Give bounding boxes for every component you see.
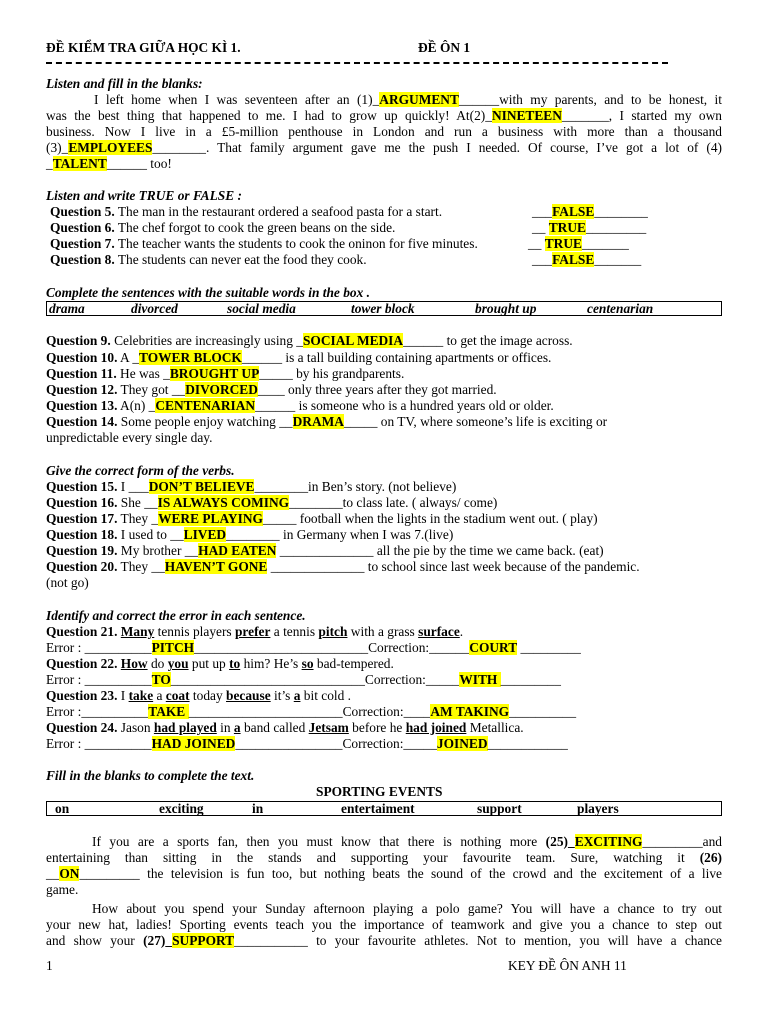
answer-4: TALENT bbox=[52, 156, 107, 171]
section-title-listen-fill: Listen and fill in the blanks: bbox=[46, 76, 203, 91]
answer-25: EXCITING bbox=[574, 834, 643, 849]
word-box-item: support bbox=[477, 801, 522, 816]
passage-line: business. Now I live in a £5-million penthouse in London and run a business with more than a thousand bbox=[46, 124, 722, 139]
word-box-item: social media bbox=[227, 301, 296, 316]
answer-15: DON’T BELIEVE bbox=[148, 479, 255, 494]
passage-line: and show your (27)_SUPPORT___________ to your favourite athletes. Not to mention, you will have a chance bbox=[46, 933, 722, 948]
passage-line: your new hat, ladies! Sporting events teach you the importance of teamwork and give you a chance to step out bbox=[46, 917, 722, 932]
answer-10: TOWER BLOCK bbox=[139, 350, 242, 365]
answer-2: NINETEEN bbox=[491, 108, 562, 123]
header-divider bbox=[46, 62, 668, 64]
answer-3: EMPLOYEES bbox=[68, 140, 153, 155]
question-row: Question 17. They _WERE PLAYING_____ football when the lights in the stadium went out. ( play) bbox=[46, 511, 598, 526]
section-title-error-correction: Identify and correct the error in each sentence. bbox=[46, 608, 306, 623]
correction-24: JOINED bbox=[436, 736, 488, 751]
passage-line: game. bbox=[46, 882, 79, 897]
passage-heading: SPORTING EVENTS bbox=[316, 784, 443, 799]
section-title-fill-text: Fill in the blanks to complete the text. bbox=[46, 768, 255, 783]
answer-7: __ TRUE_______ bbox=[528, 236, 629, 251]
document-subtitle: ĐỀ ÔN 1 bbox=[418, 40, 471, 55]
question-row: Question 11. He was _BROUGHT UP_____ by his grandparents. bbox=[46, 366, 405, 381]
answer-20: HAVEN’T GONE bbox=[164, 559, 268, 574]
question-row: Question 16. She __IS ALWAYS COMING________to class late. ( always/ come) bbox=[46, 495, 498, 510]
section-title-verb-forms: Give the correct form of the verbs. bbox=[46, 463, 235, 478]
question-row: Question 23. I take a coat today because it’s a bit cold . bbox=[46, 688, 352, 703]
error-correction-row: Error : __________HAD JOINED________________Correction:_____JOINED____________ bbox=[46, 736, 568, 751]
error-correction-row: Error :__________TAKE _______________________Correction:____AM TAKING__________ bbox=[46, 704, 577, 719]
question-row: Question 15. I ___DON’T BELIEVE________in Ben’s story. (not believe) bbox=[46, 479, 457, 494]
question-continuation: (not go) bbox=[46, 575, 89, 590]
passage-line: (3)_EMPLOYEES________. That family argument gave me the push I needed. Of course, I’ve got a lot of (4) bbox=[46, 140, 722, 155]
correction-23: AM TAKING bbox=[430, 704, 510, 719]
word-box-item: brought up bbox=[475, 301, 537, 316]
answer-17: WERE PLAYING bbox=[158, 511, 263, 526]
question-row: Question 21. Many tennis players prefer a tennis pitch with a grass surface. bbox=[46, 624, 464, 639]
answer-5: ___FALSE________ bbox=[532, 204, 648, 219]
question-row: Question 8. The students can never eat the food they cook. bbox=[50, 252, 367, 267]
document-title: ĐỀ KIỂM TRA GIỮA HỌC KÌ 1. bbox=[46, 40, 241, 55]
answer-16: IS ALWAYS COMING bbox=[157, 495, 290, 510]
error-21: PITCH bbox=[151, 640, 195, 655]
answer-14: DRAMA bbox=[292, 414, 344, 429]
passage-line: __ON_________ the television is fun too, but nothing beats the sound of the crowd and the excitement of a live bbox=[46, 866, 722, 881]
question-row: Question 13. A(n) _CENTENARIAN______ is someone who is a hundred years old or older. bbox=[46, 398, 554, 413]
page-number: 1 bbox=[46, 958, 53, 973]
word-box-item: divorced bbox=[131, 301, 178, 316]
word-box-item: in bbox=[252, 801, 264, 816]
answer-8: ___FALSE_______ bbox=[532, 252, 642, 267]
word-box-item: on bbox=[55, 801, 70, 816]
answer-1: ARGUMENT bbox=[379, 92, 459, 107]
question-row: Question 10. A _TOWER BLOCK______ is a tall building containing apartments or offices. bbox=[46, 350, 552, 365]
footer-title: KEY ĐỀ ÔN ANH 11 bbox=[508, 958, 627, 973]
question-row: Question 9. Celebrities are increasingly using _SOCIAL MEDIA______ to get the image across. bbox=[46, 333, 573, 348]
error-correction-row: Error : __________PITCH__________________________Correction:______COURT _________ bbox=[46, 640, 581, 655]
question-row: Question 19. My brother __HAD EATEN ______________ all the pie by the time we came back. (eat) bbox=[46, 543, 604, 558]
error-22: TO bbox=[151, 672, 171, 687]
answer-26: ON bbox=[59, 866, 80, 881]
question-row: Question 14. Some people enjoy watching __DRAMA_____ on TV, where someone’s life is exciting or bbox=[46, 414, 608, 429]
word-box-item: players bbox=[577, 801, 619, 816]
answer-12: DIVORCED bbox=[185, 382, 258, 397]
word-box bbox=[46, 301, 722, 316]
question-continuation: unpredictable every single day. bbox=[46, 430, 213, 445]
question-row: Question 22. How do you put up to him? He’s so bad-tempered. bbox=[46, 656, 394, 671]
passage-line: _TALENT______ too! bbox=[46, 156, 172, 171]
answer-11: BROUGHT UP bbox=[169, 366, 260, 381]
question-row: Question 12. They got __DIVORCED____ only three years after they got married. bbox=[46, 382, 497, 397]
answer-6: __ TRUE_________ bbox=[532, 220, 647, 235]
passage-line: If you are a sports fan, then you must know that there is nothing more (25)_EXCITING_________and bbox=[92, 834, 722, 849]
answer-27: SUPPORT bbox=[172, 933, 235, 948]
word-box-item: exciting bbox=[159, 801, 204, 816]
question-row: Question 7. The teacher wants the students to cook the oninon for five minutes. bbox=[50, 236, 478, 251]
section-title-true-false: Listen and write TRUE or FALSE : bbox=[46, 188, 242, 203]
word-box-item: centenarian bbox=[587, 301, 654, 316]
word-box-item: drama bbox=[49, 301, 85, 316]
word-box-item: tower block bbox=[351, 301, 415, 316]
answer-13: CENTENARIAN bbox=[155, 398, 256, 413]
correction-22: WITH bbox=[459, 672, 501, 687]
question-row: Question 24. Jason had played in a band called Jetsam before he had joined Metallica. bbox=[46, 720, 524, 735]
error-23: TAKE bbox=[148, 704, 189, 719]
passage-line: was the best thing that happened to me. I had to grow up quickly! At(2)_NINETEEN_______, I started my own bbox=[46, 108, 722, 123]
question-row: Question 6. The chef forgot to cook the green beans on the side. bbox=[50, 220, 396, 235]
word-box-item: entertaiment bbox=[341, 801, 415, 816]
answer-19: HAD EATEN bbox=[198, 543, 277, 558]
passage-line: How about you spend your Sunday afternoon playing a polo game? You will have a chance to try out bbox=[92, 901, 722, 916]
answer-18: LIVED bbox=[183, 527, 227, 542]
error-correction-row: Error : __________TO_____________________________Correction:_____WITH _________ bbox=[46, 672, 561, 687]
answer-9: SOCIAL MEDIA bbox=[302, 333, 404, 348]
correction-21: COURT bbox=[469, 640, 518, 655]
question-row: Question 5. The man in the restaurant ordered a seafood pasta for a start. bbox=[50, 204, 443, 219]
error-24: HAD JOINED bbox=[151, 736, 236, 751]
question-row: Question 18. I used to __LIVED________ in Germany when I was 7.(live) bbox=[46, 527, 454, 542]
section-title-word-box: Complete the sentences with the suitable words in the box . bbox=[46, 285, 371, 300]
question-row: Question 20. They __HAVEN’T GONE ______________ to school since last week because of the pandemic. bbox=[46, 559, 640, 574]
passage-line: I left home when I was seventeen after an (1)_ARGUMENT______with my parents, and to be honest, it bbox=[94, 92, 722, 107]
word-box bbox=[46, 801, 722, 816]
passage-line: entertaining than sitting in the stands and supporting your favourite team. Sure, watching it (26) bbox=[46, 850, 722, 865]
